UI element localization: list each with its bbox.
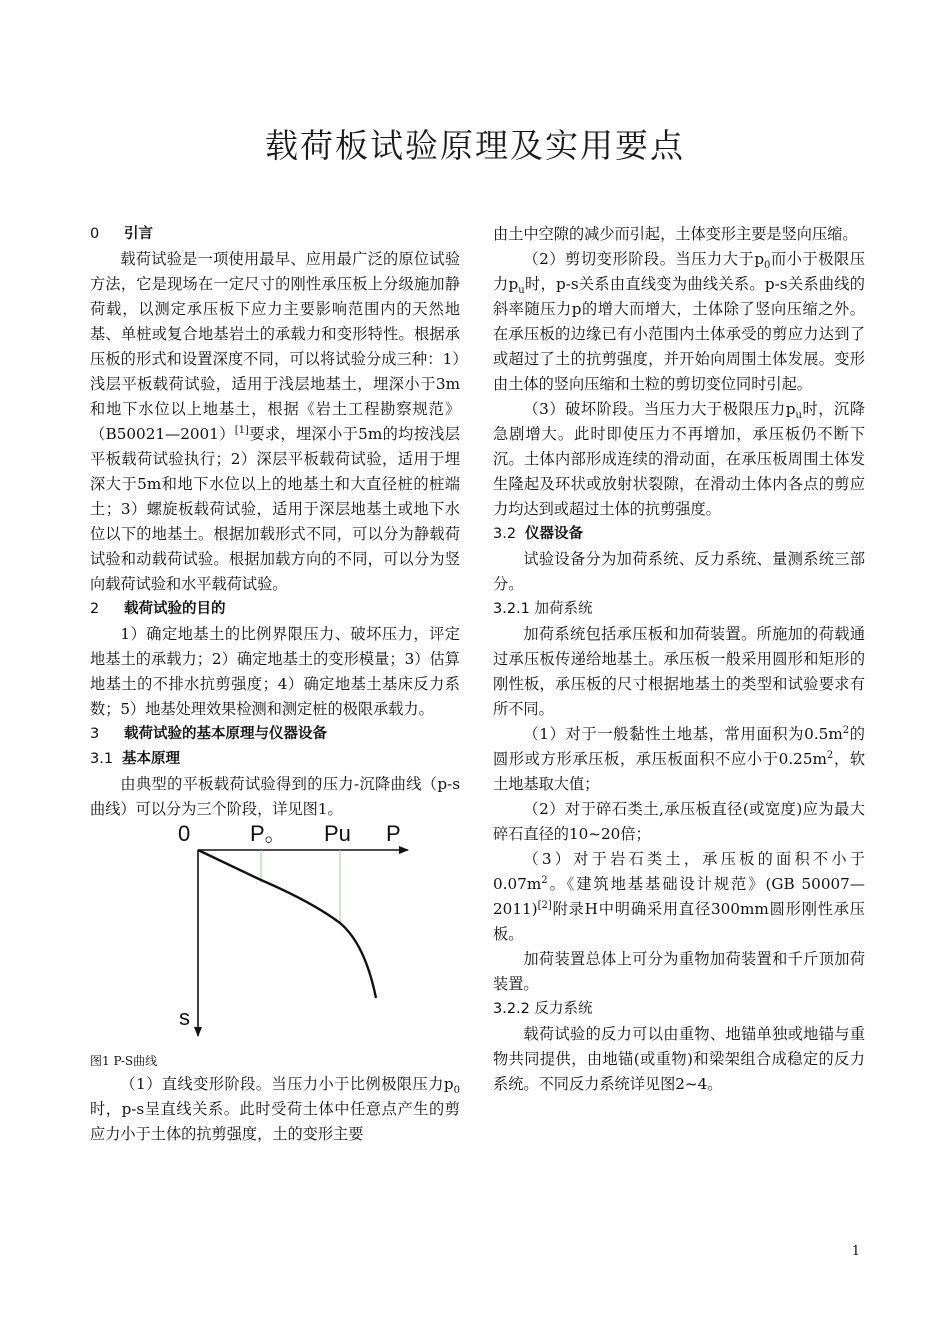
section-title: 载荷试验的目的: [124, 601, 226, 617]
stage1-paragraph: （1）直线变形阶段。当压力小于比例极限压力$p_0$时，p-s呈直线关系。此时受荷土体中任意点产生的剪应力小于土体的抗剪强度，土的变形主要: [90, 1075, 460, 1143]
stage3-paragraph: （3）破坏阶段。当压力大于极限压力$p_u$时，沉降急剧增大。此时即使压力不再增加，承压板仍不断下沉。土体内部形成连续的滑动面，在承压板周围土体发生隆起及环状或放射状裂隙，在滑动土体内各点的剪应力均达到或超过土体的抗剪强度。: [493, 400, 866, 518]
equipment-paragraph: 试验设备分为加荷系统、反力系统、量测系统三部分。: [493, 550, 865, 593]
item2-paragraph: （2）对于碎石类土,承压板直径(或宽度)应为最大碎石直径的10~20倍；: [493, 800, 865, 843]
page-title: 载荷板试验原理及实用要点: [265, 126, 685, 165]
ps-curve: [198, 850, 376, 998]
item1-paragraph: （1）对于一般黏性土地基，常用面积为$0.5m^2$的圆形或方形承压板，承压板面积不应小于$0.25m^2$，软土地基取大值；: [493, 724, 866, 793]
section-3-2-heading: [493, 522, 865, 547]
pu-label: Pu: [324, 822, 351, 846]
section-3-2-2-heading: 3.2.2 反力系统: [493, 1001, 593, 1017]
origin-label: 0: [178, 822, 191, 846]
left-column: [90, 222, 460, 1147]
s-label: s: [179, 1005, 190, 1030]
section-title: 引言: [124, 226, 153, 242]
section-title: 载荷试验的基本原理与仪器设备: [124, 726, 327, 742]
reaction-paragraph: 载荷试验的反力可以由重物、地锚单独或地锚与重物共同提供，由地锚(或重物)和梁架组合成稳定的反力系统。不同反力系统详见图2~4。: [493, 1025, 865, 1093]
section-number: 3: [90, 726, 100, 742]
stage1-continuation: 由土中空隙的减少而引起，土体变形主要是竖向压缩。: [493, 225, 858, 243]
section-number: 3.1: [90, 751, 114, 767]
citation-2: [2]: [537, 899, 552, 911]
figure-caption: 图1 P-S曲线: [90, 1054, 158, 1068]
device-paragraph: 加荷装置总体上可分为重物加荷装置和千斤顶加荷装置。: [493, 950, 865, 993]
stage2-paragraph: （2）剪切变形阶段。当压力大于$p_0$而小于极限压力$p_u$时，p-s关系由直线变为曲线关系。p-s关系曲线的斜率随压力p的增大而增大，土体除了竖向压缩之外。在承压板的边缘已有小范围内土体承受的剪应力达到了或超过了土的抗剪强度，并开始向周围土体发展。变形由土体的竖向压缩和土粒的剪切变位同时引起。: [493, 250, 866, 393]
section-number: 0: [90, 226, 100, 242]
ps-curve-figure: [90, 822, 460, 1050]
principle-paragraph: 由典型的平板载荷试验得到的压力-沉降曲线（p-s曲线）可以分为三个阶段，详见图1。: [90, 775, 460, 818]
loading-paragraph: 加荷系统包括承压板和加荷装置。所施加的荷载通过承压板传递给地基土。承压板一般采用圆形和矩形的刚性板，承压板的尺寸根据地基土的类型和试验要求有所不同。: [493, 625, 865, 718]
section-number: 3.2: [493, 526, 517, 542]
section-2-heading: [90, 597, 460, 622]
section-3-heading: [90, 722, 460, 747]
section-3-1-heading: [90, 747, 460, 772]
section-title: 基本原理: [122, 751, 180, 767]
section-0-heading: [90, 222, 460, 247]
page-number: 1: [851, 1244, 860, 1259]
item3-paragraph: （3）对于岩石类土，承压板的面积不小于$0.07m^2$。《建筑地基基础设计规范》(GB 50007—2011)[2]附录H中明确采用直径300mm圆形刚性承压板。: [493, 850, 865, 943]
purpose-paragraph: 1）确定地基土的比例界限压力、破坏压力，评定地基土的承载力；2）确定地基土的变形模量；3）估算地基土的不排水抗剪强度；4）确定地基土基床反力系数；5）地基处理效果检测和测定桩的极限承载力。: [90, 625, 460, 718]
right-column: [493, 222, 865, 1097]
section-number: 2: [90, 601, 100, 617]
ps-curve-diagram: [90, 822, 460, 1050]
p0-label: P。: [250, 822, 287, 846]
citation-1: [1]: [234, 424, 249, 436]
section-title: 仪器设备: [525, 526, 583, 542]
intro-paragraph: 载荷试验是一项使用最早、应用最广泛的原位试验方法，它是现场在一定尺寸的刚性承压板上分级施加静荷载，以测定承压板下应力主要影响范围内的天然地基、单桩或复合地基岩土的承载力和变形特性。根据承压板的形式和设置深度不同，可以将试验分成三种：1）浅层平板载荷试验，适用于浅层地基土，埋深小于3m和地下水位以上地基土，根据《岩土工程勘察规范》（B50021—2001）[1]要求，埋深小于5m的均按浅层平板载荷试验执行；2）深层平板载荷试验，适用于埋深大于5m和地下水位以上的地基土和大直径桩的桩端土；3）螺旋板载荷试验，适用于深层地基土或地下水位以下的地基土。根据加载形式不同，可以分为静载荷试验和动载荷试验。根据加载方向的不同，可以分为竖向载荷试验和水平载荷试验。: [90, 250, 460, 593]
p-label: P: [386, 822, 401, 846]
section-3-2-1-heading: 3.2.1 加荷系统: [493, 601, 593, 617]
